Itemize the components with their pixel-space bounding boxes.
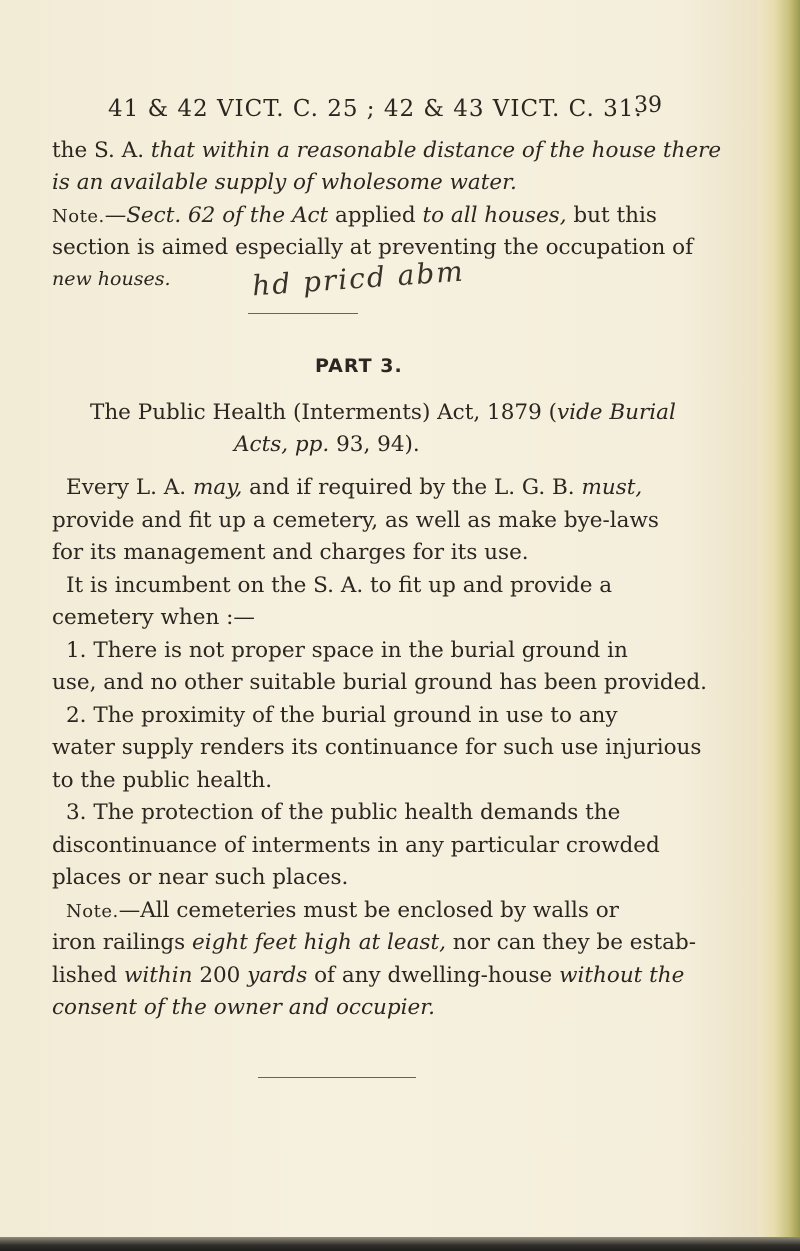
- text-segment: 200: [199, 963, 241, 988]
- list-item-3-line-1: 3. The protection of the public health demands the: [66, 800, 621, 825]
- text-line-5: new houses.: [52, 268, 171, 290]
- page-number: 39: [634, 93, 662, 118]
- paragraph-1-line-1: [66, 477, 642, 499]
- list-item-3-line-2: discontinuance of interments in any particular crowded: [52, 833, 660, 858]
- italic-segment: without the: [559, 963, 685, 988]
- handwritten-annotation: hd pricd abm: [251, 254, 466, 303]
- paragraph-2-line-1: It is incumbent on the S. A. to fit up and provide a: [66, 573, 613, 598]
- list-item-3-line-3: places or near such places.: [52, 865, 349, 890]
- text-segment: iron railings: [52, 930, 186, 955]
- italic-segment: Sect. 62 of the Act: [126, 203, 329, 228]
- list-item-1-line-2: use, and no other suitable burial ground has been provided.: [52, 670, 707, 695]
- paragraph-1-line-3: for its management and charges for its use.: [52, 540, 529, 565]
- note-line-3: [52, 965, 684, 987]
- italic-segment: Acts, pp.: [234, 432, 330, 457]
- text-segment: applied: [335, 203, 416, 228]
- list-item-1-line-1: 1. There is not proper space in the burial ground in: [66, 638, 628, 663]
- text-line-2: is an available supply of wholesome water.: [52, 170, 517, 195]
- act-title-line-1: [90, 402, 676, 424]
- text-segment: 93, 94).: [336, 432, 420, 457]
- paragraph-1-line-2: provide and fit up a cemetery, as well as make bye-laws: [52, 508, 659, 533]
- list-item-2-line-2: water supply renders its continuance for such use injurious: [52, 735, 702, 760]
- text-segment: lished: [52, 963, 118, 988]
- text-segment: nor can they be estab-: [452, 930, 696, 955]
- text-segment: but this: [573, 203, 657, 228]
- text-line-4: section is aimed especially at preventing the occupation of: [52, 235, 694, 260]
- list-item-2-line-3: to the public health.: [52, 768, 273, 793]
- text-segment: Every L. A.: [66, 475, 187, 500]
- italic-segment: to all houses,: [422, 203, 567, 228]
- paragraph-2-line-2: cemetery when :—: [52, 605, 255, 630]
- text-segment: —All cemeteries must be enclosed by walls or: [118, 898, 619, 923]
- italic-segment: that within a reasonable distance of the house there: [150, 138, 722, 163]
- page-gutter: [758, 0, 800, 1251]
- italic-segment: within: [123, 963, 193, 988]
- italic-segment: must,: [581, 475, 643, 500]
- short-rule: [248, 313, 358, 314]
- text-segment: The Public Health (Interments) Act, 1879 (: [90, 400, 557, 425]
- text-line-1: [52, 140, 721, 162]
- page-bottom-edge: [0, 1237, 800, 1251]
- italic-segment: vide Burial: [556, 400, 676, 425]
- note-line-2: [52, 932, 696, 954]
- list-item-2-line-1: 2. The proximity of the burial ground in use to any: [66, 703, 618, 728]
- act-title-line-2: [234, 434, 420, 456]
- note-label: Note.: [66, 901, 119, 922]
- dash: —: [104, 203, 127, 228]
- text-segment: and if required by the L. G. B.: [249, 475, 575, 500]
- text-line-3: [52, 205, 657, 227]
- running-header: 41 & 42 VICT. C. 25 ; 42 & 43 VICT. C. 31.: [108, 96, 643, 122]
- italic-segment: may,: [192, 475, 243, 500]
- part-heading: PART 3.: [315, 355, 403, 377]
- end-rule: [258, 1077, 416, 1078]
- note-label: Note.: [52, 206, 105, 227]
- italic-segment: eight feet high at least,: [192, 930, 446, 955]
- text-segment: of any dwelling-house: [314, 963, 553, 988]
- text-segment: the S. A.: [52, 138, 145, 163]
- italic-segment: yards: [247, 963, 308, 988]
- note-line-4: consent of the owner and occupier.: [52, 995, 435, 1020]
- note-line-1: [66, 900, 619, 922]
